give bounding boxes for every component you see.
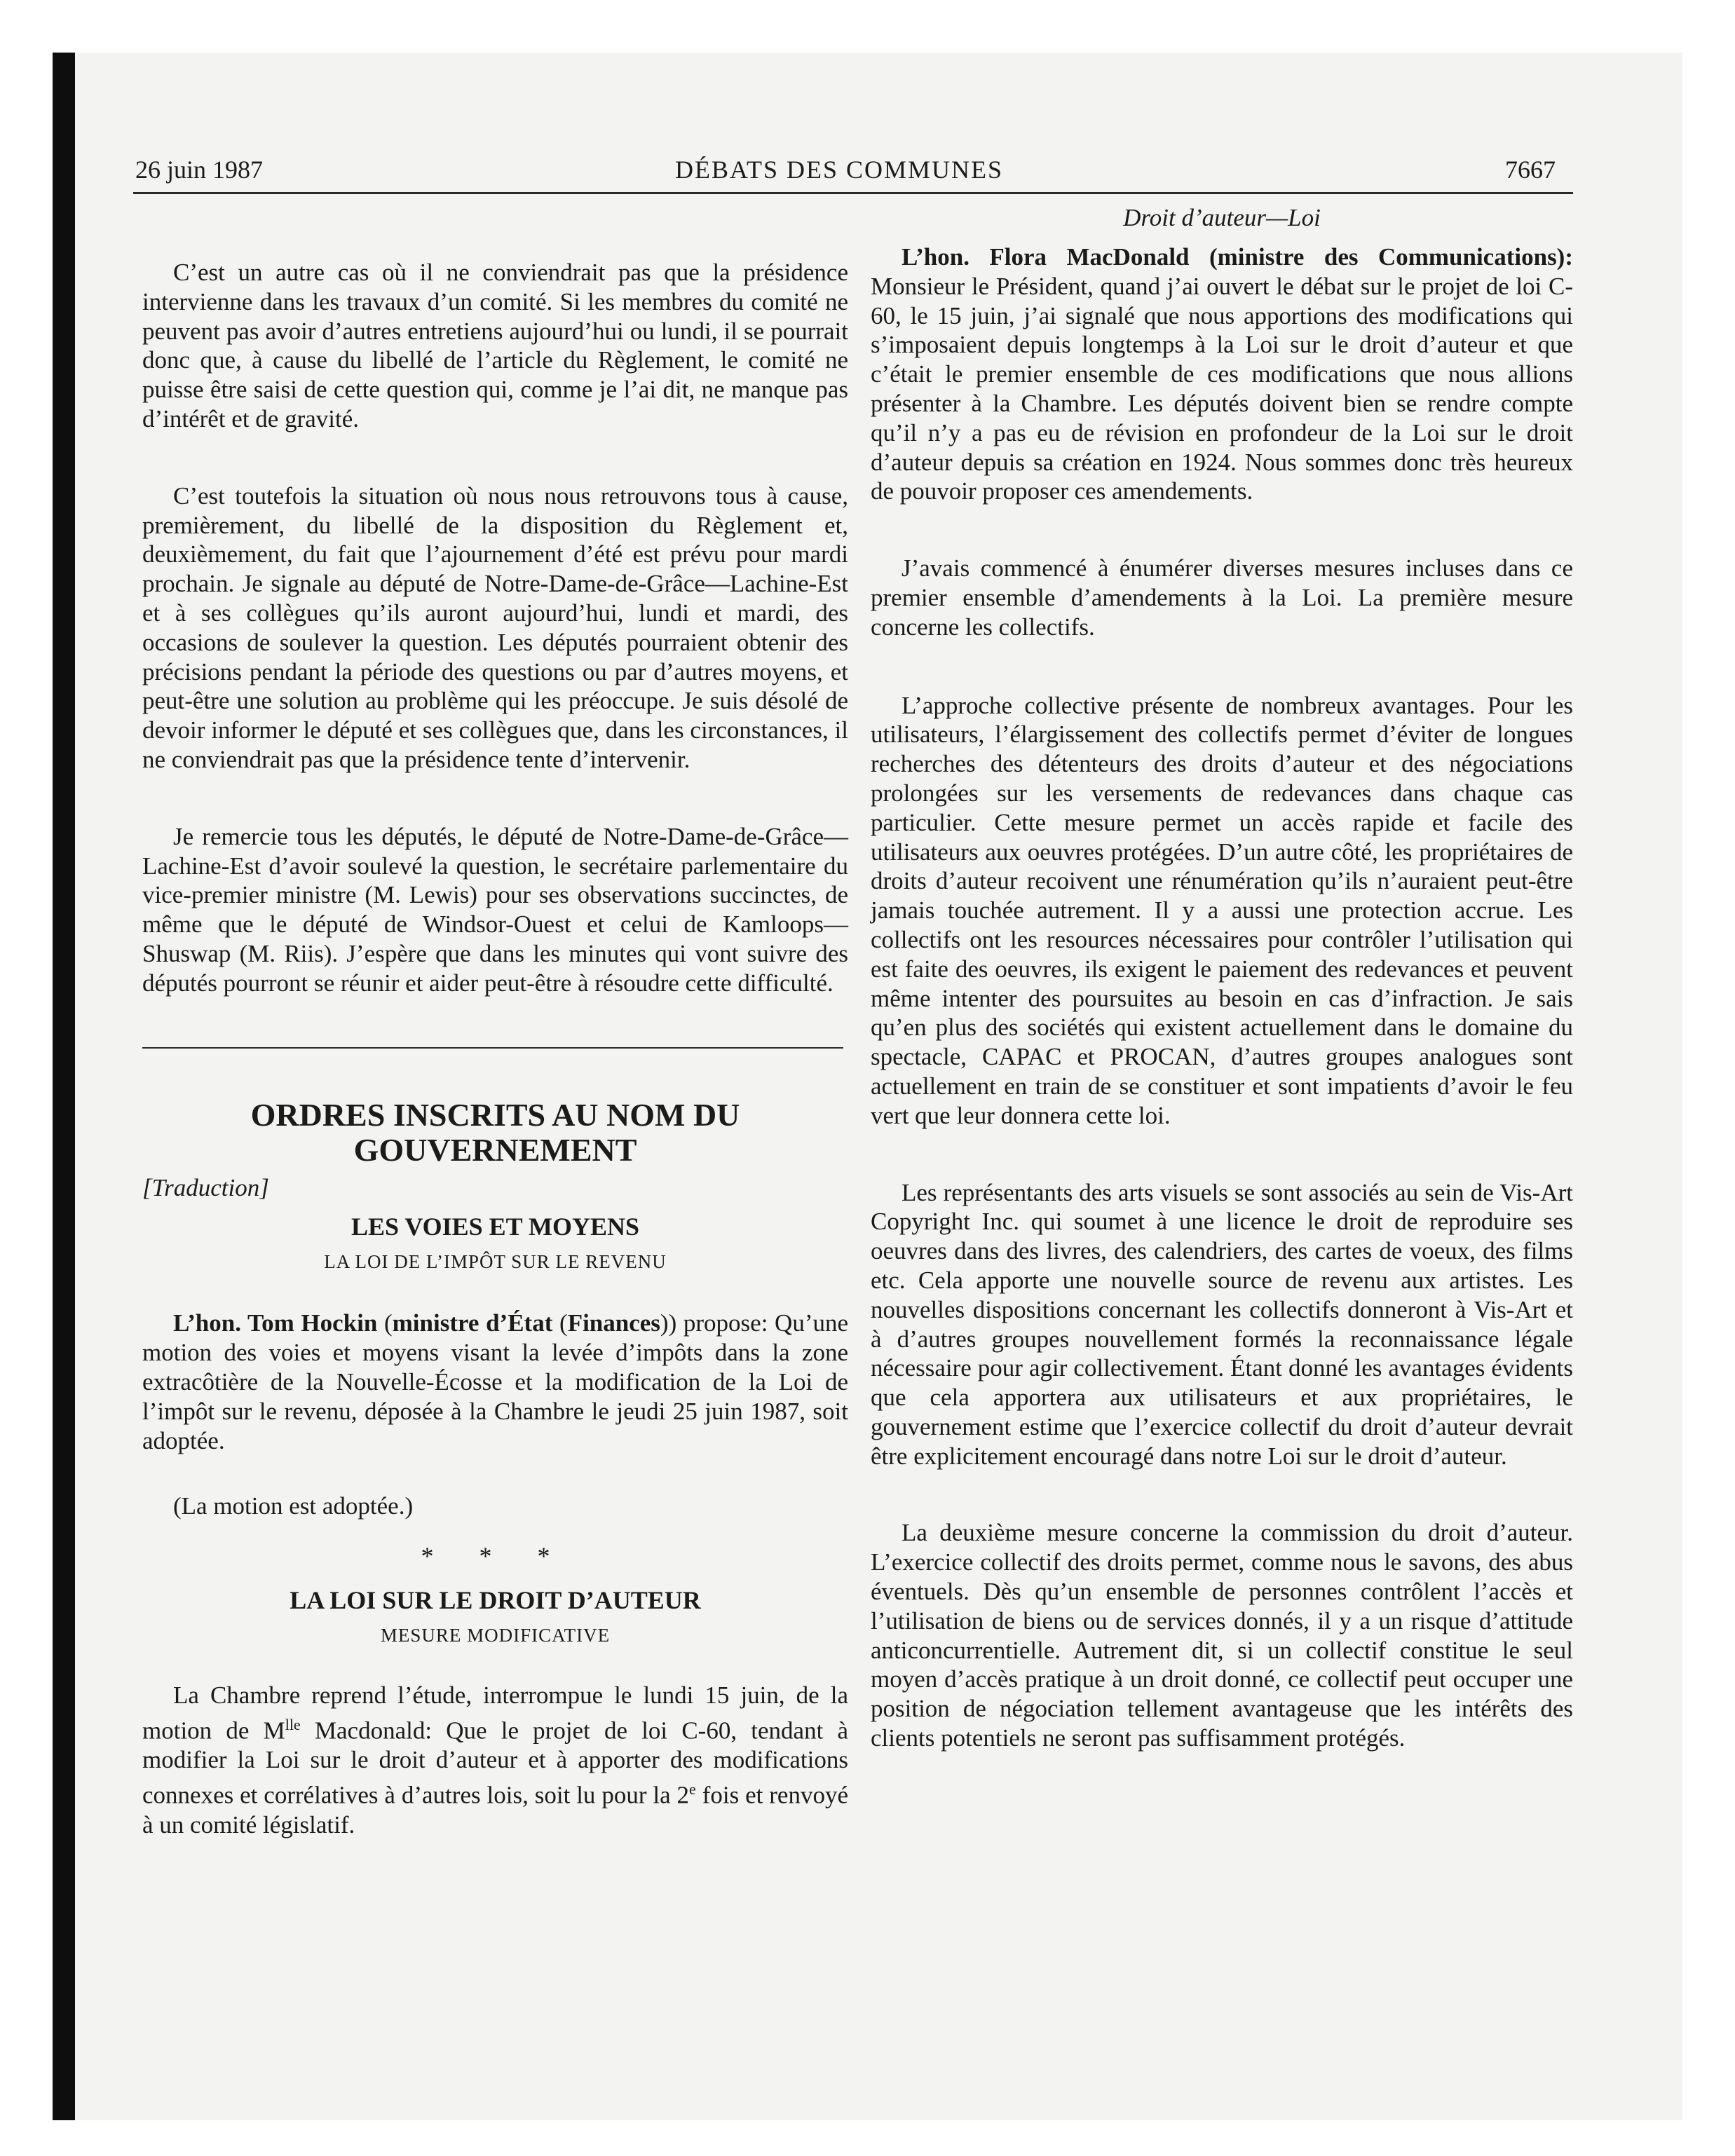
text-fragment: La Chambre reprend l’étude, interrompue le lundi 15 juin, de la motion de M [142, 1681, 848, 1745]
right-column [871, 203, 1573, 1753]
subsection-heading: LES VOIES ET MOYENS [351, 1213, 640, 1241]
text-fragment: ( [377, 1309, 393, 1337]
paragraph: C’est toutefois la situation où nous nous retrouvons tous à cause, premièrement, du libellé de la disposition du Règlement et, deuxièmement, du fait que l’ajournement d’été est prévu pour mardi prochain. Je signale au député de Notre-Dame-de-Grâce—Lachine-Est et à ses collègues qu’ils auront aujourd’hui, lundi et mardi, des occasions de soulever la question. Les députés pourraient obtenir des précisions pendant la période des questions ou par d’autres moyens, et peut-être une solution au problème qui les préoccupe. Je suis désolé de devoir informer le député et ses collègues que, dans les circonstances, il ne conviendrait pas que la présidence tente d’intervenir. [142, 482, 848, 773]
superscript: e [689, 1780, 696, 1799]
superscript: lle [285, 1715, 301, 1733]
paragraph-text: Monsieur le Président, quand j’ai ouvert le débat sur le projet de loi C-60, le 15 juin, j’ai signalé que nous apportions des modifications qui s’imposaient depuis longtemps à la Loi sur le droit d’auteur et que c’était le premier ensemble de ces modifications que nous allions présenter à la Chambre. Les députés doivent bien se rendre compte qu’il n’y a pas eu de révision en profondeur de la Loi sur le droit d’auteur depuis sa création en 1924. Nous sommes donc très heureux de pouvoir proposer ces amendements. [871, 272, 1573, 505]
speaker-role: ministre d’État [392, 1309, 553, 1337]
paragraph: C’est un autre cas où il ne conviendrait pas que la présidence intervienne dans les travaux d’un comité. Si les membres du comité ne peuvent pas avoir d’autres entretiens aujourd’hui ou lundi, il se pourrait donc que, à cause du libellé de l’article du Règlement, le comité ne puisse être saisi de cette question qui, comme je l’ai dit, ne manque pas d’intérêt et de gravité. [142, 259, 848, 432]
text-fragment: Macdonald: Que le projet de loi C-60, tendant à modifier la Loi sur le droit d’auteur et à apporter des modifications connexes et corrélatives à d’autres lois, soit lu pour la 2 [142, 1717, 849, 1809]
section-heading: ORDRES INSCRITS AU NOM DU GOUVERNEMENT [250, 1096, 740, 1168]
motion-text: )) propose: Qu’une motion des voies et moyens visant la levée d’impôts dans la zone extracôtière de la Nouvelle-Écosse et la modification de la Loi de l’impôt sur le revenu, déposée à la Chambre le jeudi 25 juin 1987, soit adoptée. [142, 1309, 849, 1454]
speaker-name: L’hon. Flora MacDonald (ministre des Communications): [901, 243, 1573, 271]
header-rule [133, 192, 1573, 194]
header-page-number: 7667 [1505, 156, 1556, 184]
subsection-subheading: LA LOI DE L’IMPÔT SUR LE REVENU [324, 1251, 667, 1273]
section-separator: * * * [421, 1542, 570, 1571]
text-fragment: ( [552, 1309, 568, 1337]
speaker-name: L’hon. Tom Hockin [173, 1309, 378, 1337]
paragraph [871, 243, 1573, 506]
translation-note: [Traduction] [142, 1173, 269, 1201]
motion-paragraph [142, 1309, 848, 1455]
subsection-subheading: MESURE MODIFICATIVE [380, 1625, 611, 1646]
binding-edge [53, 53, 75, 2120]
motion-adopted: (La motion est adoptée.) [173, 1492, 414, 1520]
speaker-department: Finances [567, 1309, 660, 1337]
paragraph: La deuxième mesure concerne la commission du droit d’auteur. L’exercice collectif des droits permet, comme nous le savons, des abus éventuels. Dès qu’un ensemble de personnes contrôlent l’accès et l’utilisation de biens ou de services donnés, il y a un risque d’attitude anticoncurrentielle. Autrement dit, si un collectif constitue le seul moyen d’accès pratique à un droit donné, ce collectif peut occuper une position de négociation tellement avantageuse que les intérêts des clients potentiels ne seront pas suffisamment protégés. [871, 1519, 1573, 1752]
subsection-heading: LA LOI SUR LE DROIT D’AUTEUR [290, 1586, 701, 1615]
text-fragment: fois et renvoyé à un comité législatif. [142, 1781, 849, 1838]
running-head: Droit d’auteur—Loi [1123, 204, 1321, 231]
paragraph: L’approche collective présente de nombreux avantages. Pour les utilisateurs, l’élargissement des collectifs permet d’éviter de longues recherches des détenteurs des droits d’auteur et des négociations prolongées sur les versements de redevances dans chaque cas particulier. Cette mesure permet un accès rapide et facile des utilisateurs aux oeuvres protégées. D’un autre côté, les propriétaires de droits d’auteur recoivent une rénumération qu’ils n’auraient peut-être jamais touchée autrement. Il y a aussi une protection accrue. Les collectifs ont les resources nécessaires pour contrôler l’utilisation qui est faite des oeuvres, ils exigent le paiement des redevances et peuvent même intenter des poursuites au besoin en cas d’infraction. Je sais qu’en plus des sociétés qui existent actuellement dans le domaine du spectacle, CAPAC et PROCAN, d’autres groupes analogues sont actuellement en train de se constituer et sont impatients d’avoir le feu vert que leur donnera cette loi. [871, 691, 1573, 1129]
paragraph: Je remercie tous les députés, le député de Notre-Dame-de-Grâce—Lachine-Est d’avoir soulevé la question, le secrétaire parlementaire du vice-premier ministre (M. Lewis) pour ses observations succinctes, de même que le député de Windsor-Ouest et celui de Kamloops—Shuswap (M. Riis). J’espère que dans les minutes qui vont suivre des députés pourront se réunir et aider peut-être à résoudre cette difficulté. [142, 822, 848, 997]
paragraph [142, 1681, 848, 1839]
left-column [142, 203, 848, 1839]
paragraph: J’avais commencé à énumérer diverses mesures incluses dans ce premier ensemble d’amendements à la Loi. La première mesure concerne les collectifs. [871, 554, 1573, 641]
header-title: DÉBATS DES COMMUNES [675, 156, 1004, 184]
paragraph: Les représentants des arts visuels se sont associés au sein de Vis-Art Copyright Inc. qui soumet à une licence le droit de reproduire ses oeuvres dans des livres, des calendriers, des cartes de voeux, des films etc. Cela apporte une nouvelle source de revenu aux artistes. Les nouvelles dispositions concernant les collectifs donneront à Vis-Art et à d’autres groupes nouvellement formés la reconnaissance légale nécessaire pour agir collectivement. Étant donné les avantages évidents que cela apportera aux utilisateurs et aux propriétaires, le gouvernement estime que l’exercice collectif du droit d’auteur devrait être explicitement encouragé dans notre Loi sur le droit d’auteur. [871, 1178, 1573, 1470]
header-date: 26 juin 1987 [135, 156, 264, 184]
